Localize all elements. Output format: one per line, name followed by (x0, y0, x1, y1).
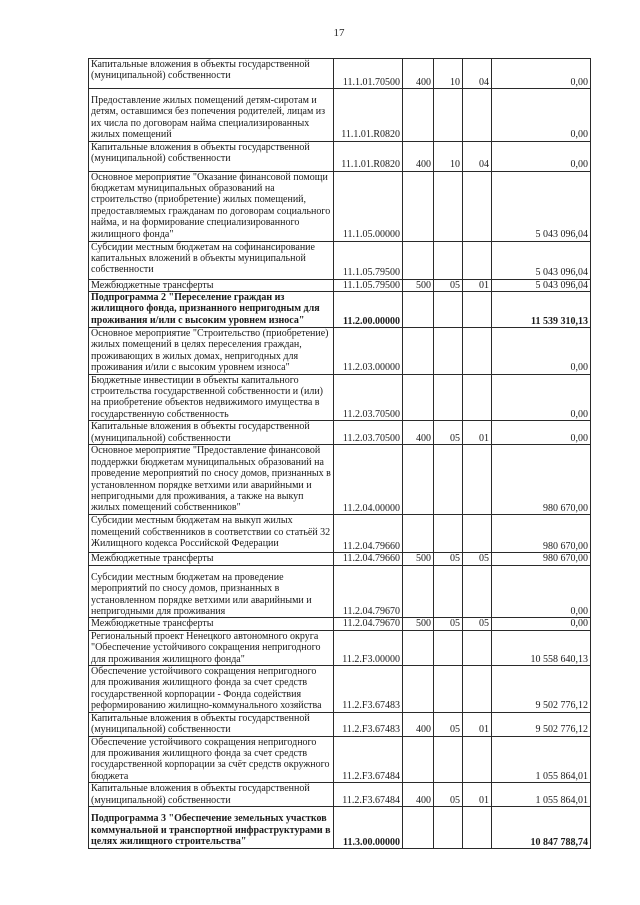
row-kvr-cell (403, 241, 434, 279)
row-amount-cell: 0,00 (492, 374, 591, 421)
row-rz-cell: 05 (434, 421, 463, 445)
row-amount-cell: 980 670,00 (492, 445, 591, 515)
row-amount-cell: 9 502 776,12 (492, 712, 591, 736)
table-row (89, 630, 591, 665)
row-pr-cell: 04 (463, 141, 492, 171)
page-number: 17 (333, 27, 345, 39)
row-description-cell: Субсидии местным бюджетам на выкуп жилых помещений собственников в соответствии со статьёй 32 Жилищного кодекса Российской Федерации (89, 515, 334, 553)
row-description-cell: Региональный проект Ненецкого автономного округа "Обеспечение устойчивого сокращения непригодного для проживания жилищного фонда" (89, 630, 334, 665)
row-rz-cell: 05 (434, 712, 463, 736)
table-row (89, 553, 591, 565)
row-amount-cell: 10 847 788,74 (492, 807, 591, 849)
row-pr-cell (463, 565, 492, 618)
row-description-cell: Подпрограмма 3 "Обеспечение земельных участков коммунальной и транспортной инфраструктурами в целях жилищного строительства" (89, 807, 334, 849)
table-row (89, 279, 591, 291)
row-rz-cell (434, 445, 463, 515)
row-code-cell: 11.1.05.00000 (334, 171, 403, 241)
row-pr-cell: 01 (463, 421, 492, 445)
table-row (89, 783, 591, 807)
row-kvr-cell (403, 328, 434, 375)
row-amount-cell: 0,00 (492, 565, 591, 618)
row-code-cell: 11.2.03.70500 (334, 421, 403, 445)
row-description-cell: Капитальные вложения в объекты государственной (муниципальной) собственности (89, 141, 334, 171)
row-kvr-cell: 400 (403, 421, 434, 445)
row-kvr-cell (403, 515, 434, 553)
table-row (89, 141, 591, 171)
row-kvr-cell (403, 89, 434, 142)
row-amount-cell: 10 558 640,13 (492, 630, 591, 665)
row-rz-cell: 05 (434, 783, 463, 807)
row-kvr-cell (403, 665, 434, 712)
row-description-cell: Субсидии местным бюджетам на проведение мероприятий по сносу домов, признанных в установленном порядке ветхими или аварийными и непригодными для проживания (89, 565, 334, 618)
row-description-cell: Капитальные вложения в объекты государственной (муниципальной) собственности (89, 421, 334, 445)
row-amount-cell: 980 670,00 (492, 515, 591, 553)
row-kvr-cell: 500 (403, 618, 434, 630)
table-row (89, 171, 591, 241)
budget-table-body (89, 59, 591, 849)
row-amount-cell: 5 043 096,04 (492, 279, 591, 291)
row-rz-cell (434, 630, 463, 665)
row-rz-cell: 05 (434, 279, 463, 291)
row-code-cell: 11.1.01.R0820 (334, 141, 403, 171)
row-description-cell: Основное мероприятие "Предоставление финансовой поддержки бюджетам муниципальных образований на проведение мероприятий по сносу домов, признанных в установленном порядке ветхими или аварийными и непригодными для проживания, а также на выкуп жилых помещений собственников" (89, 445, 334, 515)
row-code-cell: 11.1.05.79500 (334, 279, 403, 291)
row-rz-cell: 10 (434, 141, 463, 171)
row-amount-cell: 11 539 310,13 (492, 292, 591, 328)
row-pr-cell (463, 171, 492, 241)
row-code-cell: 11.1.05.79500 (334, 241, 403, 279)
row-amount-cell: 5 043 096,04 (492, 171, 591, 241)
row-code-cell: 11.2.04.00000 (334, 445, 403, 515)
table-row (89, 241, 591, 279)
row-description-cell: Субсидии местным бюджетам на софинансирование капитальных вложений в объекты муниципальной собственности (89, 241, 334, 279)
table-row (89, 59, 591, 89)
row-code-cell: 11.2.F3.00000 (334, 630, 403, 665)
row-pr-cell (463, 328, 492, 375)
row-rz-cell (434, 171, 463, 241)
row-amount-cell: 0,00 (492, 618, 591, 630)
table-row (89, 736, 591, 783)
row-rz-cell: 05 (434, 618, 463, 630)
row-rz-cell (434, 807, 463, 849)
row-pr-cell: 01 (463, 783, 492, 807)
row-code-cell: 11.2.03.70500 (334, 374, 403, 421)
row-description-cell: Основное мероприятие "Строительство (приобретение) жилых помещений в целях переселения граждан, проживающих в жилых домах, непригодных для проживания и/или с высоким уровнем износа" (89, 328, 334, 375)
row-code-cell: 11.2.03.00000 (334, 328, 403, 375)
row-kvr-cell (403, 292, 434, 328)
row-code-cell: 11.2.04.79670 (334, 618, 403, 630)
row-code-cell: 11.2.F3.67484 (334, 783, 403, 807)
row-pr-cell (463, 445, 492, 515)
row-code-cell: 11.2.00.00000 (334, 292, 403, 328)
row-description-cell: Межбюджетные трансферты (89, 279, 334, 291)
row-pr-cell (463, 807, 492, 849)
row-kvr-cell (403, 374, 434, 421)
row-pr-cell (463, 515, 492, 553)
row-kvr-cell (403, 630, 434, 665)
row-rz-cell (434, 665, 463, 712)
table-row (89, 89, 591, 142)
row-kvr-cell: 400 (403, 712, 434, 736)
row-pr-cell: 01 (463, 712, 492, 736)
row-code-cell: 11.2.F3.67483 (334, 712, 403, 736)
row-kvr-cell: 400 (403, 141, 434, 171)
row-amount-cell: 980 670,00 (492, 553, 591, 565)
row-amount-cell: 0,00 (492, 89, 591, 142)
row-pr-cell: 05 (463, 618, 492, 630)
row-amount-cell: 0,00 (492, 421, 591, 445)
budget-expenditure-table (88, 58, 591, 849)
table-row (89, 421, 591, 445)
row-code-cell: 11.2.F3.67484 (334, 736, 403, 783)
row-description-cell: Бюджетные инвестиции в объекты капитального строительства государственной собственности и (или) на приобретение объектов недвижимого имущества в государственную собственность (89, 374, 334, 421)
row-code-cell: 11.2.F3.67483 (334, 665, 403, 712)
row-description-cell: Подпрограмма 2 "Переселение граждан из жилищного фонда, признанного непригодным для проживания и/или с высоким уровнем износа" (89, 292, 334, 328)
table-row (89, 665, 591, 712)
row-pr-cell (463, 374, 492, 421)
table-row (89, 618, 591, 630)
row-rz-cell (434, 374, 463, 421)
row-kvr-cell: 400 (403, 783, 434, 807)
row-pr-cell: 01 (463, 279, 492, 291)
row-amount-cell: 0,00 (492, 141, 591, 171)
row-rz-cell (434, 292, 463, 328)
row-description-cell: Обеспечение устойчивого сокращения непригодного для проживания жилищного фонда за счет средств государственной корпорации за счёт средств окружного бюджета (89, 736, 334, 783)
row-code-cell: 11.1.01.70500 (334, 59, 403, 89)
row-rz-cell: 10 (434, 59, 463, 89)
row-kvr-cell (403, 445, 434, 515)
row-rz-cell (434, 736, 463, 783)
row-kvr-cell: 500 (403, 279, 434, 291)
row-rz-cell (434, 89, 463, 142)
row-rz-cell (434, 241, 463, 279)
row-pr-cell: 04 (463, 59, 492, 89)
row-amount-cell: 9 502 776,12 (492, 665, 591, 712)
row-amount-cell: 0,00 (492, 328, 591, 375)
row-code-cell: 11.1.01.R0820 (334, 89, 403, 142)
row-description-cell: Межбюджетные трансферты (89, 553, 334, 565)
table-row (89, 374, 591, 421)
table-row (89, 565, 591, 618)
row-pr-cell (463, 89, 492, 142)
row-description-cell: Основное мероприятие "Оказание финансовой помощи бюджетам муниципальных образований на строительство (приобретение) жилых помещений, предоставляемых гражданам по договорам социального найма, и на формирование специализированного жилищного фонда" (89, 171, 334, 241)
row-kvr-cell (403, 171, 434, 241)
row-description-cell: Межбюджетные трансферты (89, 618, 334, 630)
row-kvr-cell: 500 (403, 553, 434, 565)
table-row (89, 445, 591, 515)
row-rz-cell (434, 328, 463, 375)
row-amount-cell: 5 043 096,04 (492, 241, 591, 279)
row-code-cell: 11.2.04.79670 (334, 565, 403, 618)
row-description-cell: Капитальные вложения в объекты государственной (муниципальной) собственности (89, 59, 334, 89)
row-pr-cell (463, 292, 492, 328)
row-amount-cell: 0,00 (492, 59, 591, 89)
row-description-cell: Капитальные вложения в объекты государственной (муниципальной) собственности (89, 783, 334, 807)
table-row (89, 292, 591, 328)
row-rz-cell (434, 565, 463, 618)
table-row (89, 515, 591, 553)
table-row (89, 712, 591, 736)
row-code-cell: 11.2.04.79660 (334, 553, 403, 565)
row-description-cell: Обеспечение устойчивого сокращения непригодного для проживания жилищного фонда за счет средств государственной корпорации - Фонда содействия реформированию жилищно-коммунального хозяйства (89, 665, 334, 712)
row-pr-cell (463, 241, 492, 279)
row-description-cell: Предоставление жилых помещений детям-сиротам и детям, оставшимся без попечения родителей, лицам из их числа по договорам найма специализированных жилых помещений (89, 89, 334, 142)
row-amount-cell: 1 055 864,01 (492, 736, 591, 783)
row-rz-cell: 05 (434, 553, 463, 565)
row-description-cell: Капитальные вложения в объекты государственной (муниципальной) собственности (89, 712, 334, 736)
row-kvr-cell: 400 (403, 59, 434, 89)
row-amount-cell: 1 055 864,01 (492, 783, 591, 807)
row-kvr-cell (403, 807, 434, 849)
row-pr-cell (463, 665, 492, 712)
row-kvr-cell (403, 736, 434, 783)
row-pr-cell: 05 (463, 553, 492, 565)
row-kvr-cell (403, 565, 434, 618)
row-code-cell: 11.3.00.00000 (334, 807, 403, 849)
row-rz-cell (434, 515, 463, 553)
row-pr-cell (463, 736, 492, 783)
table-row (89, 328, 591, 375)
table-row (89, 807, 591, 849)
row-pr-cell (463, 630, 492, 665)
row-code-cell: 11.2.04.79660 (334, 515, 403, 553)
